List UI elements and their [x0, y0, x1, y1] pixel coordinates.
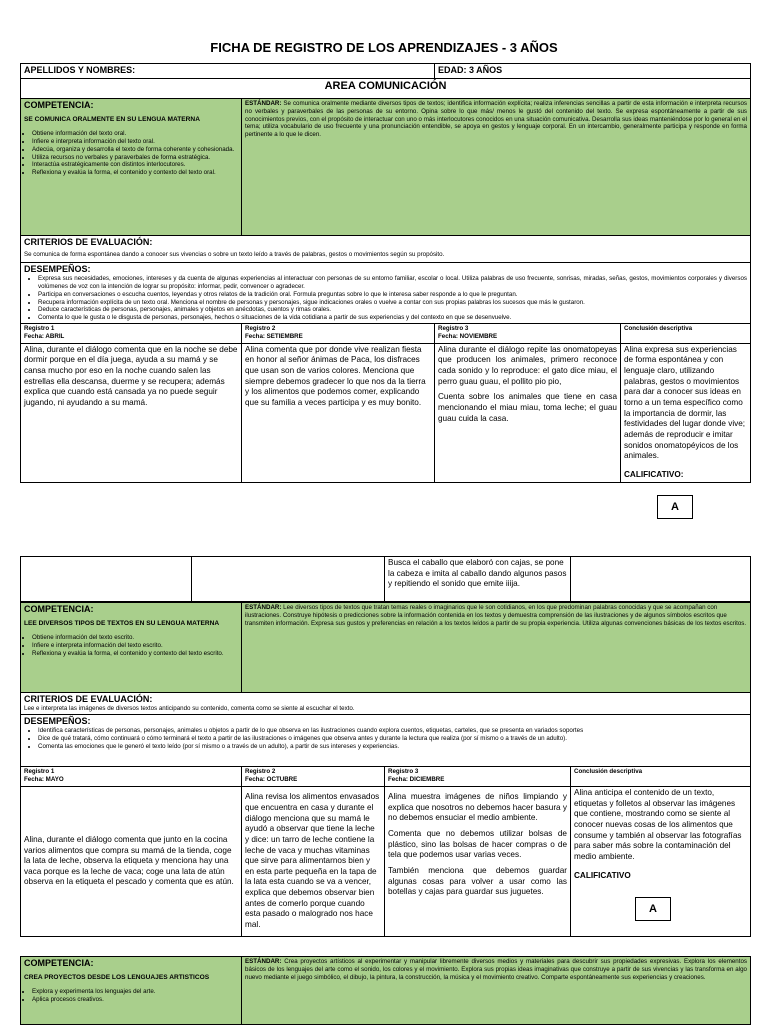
standard-cell [242, 603, 751, 693]
standard-text: Se comunica oralmente mediante diversos tipos de textos; identifica información explícita; realiza inferencias sencillas a partir de esta información e interpreta recursos no verbales y paraverbales de las personas de su entorno. Opina sobre lo que más/ menos le gustó del contenido del texto. Se expresa espontáneamente a partir de sus conocimientos previos, con el propósito de interactuar con uno o más interlocutores conocidos en una situación comunicativa. Desarrolla sus ideas manteniéndose por lo general en el tema; utiliza vocabulario de uso frecuente y una pronunciación entendible, se apoya en gestos y lenguaje corporal. En un intercambio, generalmente participa y responde en forma pertinente a lo que le dicen. [245, 100, 747, 138]
performance-item: • Comenta lo que le gusta o le disgusta de personas, personajes, hechos o situaciones de la vida cotidiana a partir de sus experiencias y del contexto en que se desenvuelve. [38, 314, 747, 322]
conclusion-header: Conclusión descriptiva [621, 323, 751, 343]
performance-item: • Expresa sus necesidades, emociones, intereses y da cuenta de algunas experiencias al interactuar con personas de su entorno familiar, escolar o local. Utiliza palabras de uso frecuente, sonrisas, miradas, señas, gestos, movimientos corporales y diversos volúmenes de voz con la intención de lograr su propósito: informar, pedir, convencer o agradecer. [38, 275, 747, 291]
record-header: Registro 2 Fecha: SETIEMBRE [242, 323, 435, 343]
performance-item: • Deduce características de personas, personajes, animales y objetos en anécdotas, cuentos y rimas orales. [38, 306, 747, 314]
capacity-item: • Infiere e interpreta información del texto oral. [32, 138, 238, 146]
grade-label: CALIFICATIVO [574, 870, 631, 880]
record-3-continuation: Busca el caballo que elaboró con cajas, se pone la cabeza e imita al caballo dando algunos pasos y repitiendo el sonido que emite iiija. [385, 557, 571, 602]
standard-label: ESTÁNDAR: [245, 100, 282, 107]
record-table-continuation [20, 556, 751, 602]
record-1-text: Alina, durante el diálogo comenta que junto en la cocina varios alimentos que compra su mamá de la tienda, coge la lata de leche, observa la etiqueta y menciona hay una vaca porque es la leche de vaca; coge una lata de atún observa en la etiqueta el pescado y comenta que es atún. [21, 787, 242, 937]
record-table-arts [20, 956, 751, 1025]
conclusion-text: Alina expresa sus experiencias de forma espontánea y con lenguaje claro, utilizando palabras, gestos o movimientos para dar a conocer sus ideas en torno a un tema específico como la importancia de dormir, las festividades del lugar donde vive; además de reproducir e imitar sonidos onomatopéyicos de los animales. CALIFICATIVO: [621, 343, 751, 482]
criteria-label: CRITERIOS DE EVALUACIÓN: [24, 237, 153, 247]
record-table-reading [20, 602, 751, 937]
record-3-text: Alina durante el diálogo repite las onomatopeyas que producen los animales, primero reconoce cada sonido y lo reproduce: el gato dice miau, el perro guau guau, el pollito pio pio, Cuenta sobre los animales que tiene en casa mencionando el miau miau, toma leche; el guau guau cuida la casa. [435, 343, 621, 482]
capacity-item: • Adecúa, organiza y desarrolla el texto de forma coherente y cohesionada. [32, 146, 238, 154]
page-title: FICHA DE REGISTRO DE LOS APRENDIZAJES - 3 AÑOS [210, 40, 558, 55]
grade-box: A [657, 495, 693, 519]
conclusion-header: Conclusión descriptiva [571, 767, 751, 787]
competence-label: COMPETENCIA: [24, 958, 94, 968]
record-3-text: Alina muestra imágenes de niños limpiando y explica que nosotros no debemos hacer basura y no debemos ensuciar el medio ambiente. Comenta que no debemos utilizar bolsas de plástico, sino las bolsas de hacer compras o de tela que podemos usar varias veces. También menciona que debemos guardar algunas cosas para volver a usar como las botellas y cajas para guardar sus juguetes. [385, 787, 571, 937]
criteria-cell [21, 693, 751, 715]
competence-cell [21, 957, 242, 1025]
record-1-text: Alina, durante el diálogo comenta que en la noche se debe dormir porque en el día juega, ayuda a su mamá y se cansa mucho por eso en la noche cuando salen las estrellas ella descansa, duerme y se recupera; además explica que cuando está cansada ya no puede seguir jugando, ni ayudando a su mamá. [21, 343, 242, 482]
standard-cell [242, 99, 751, 236]
standard-cell [242, 957, 751, 1025]
performance-item: • Comenta las emociones que le generó el texto leído (por sí mismo o a través de un adulto), a partir de sus intereses y experiencias. [38, 743, 747, 751]
capacity-list [24, 130, 238, 177]
performance-list [24, 727, 747, 750]
capacity-item: • Obtiene información del texto oral. [32, 130, 238, 138]
capacity-item: • Aplica procesos creativos. [32, 996, 238, 1004]
name-label: APELLIDOS Y NOMBRES: [21, 64, 435, 79]
standard-text: Crea proyectos artísticos al experimentar y manipular libremente diversos medios y materiales para descubrir sus propiedades expresivas. Explora los elementos básicos de los lenguajes del arte como el sonido, los colores y el movimiento. Explora sus propias ideas imaginativas que construye a partir de sus vivencias y las transforma en algo nuevo mediante el juego simbólico, el dibujo, la pintura, la construcción, la música y el movimiento creativo. Comparte espontáneamente sus experiencias y creaciones. [245, 958, 747, 981]
capacity-item: • Obtiene información del texto escrito. [32, 634, 238, 642]
record-header: Registro 3 Fecha: NOVIEMBRE [435, 323, 621, 343]
capacity-item: • Infiere e interpreta información del texto escrito. [32, 642, 238, 650]
grade-box: A [635, 897, 671, 921]
record-table-oral [20, 63, 751, 483]
capacity-list [24, 634, 238, 657]
performances-cell [21, 715, 751, 767]
criteria-text: Lee e interpreta las imágenes de diversos textos anticipando su contenido, comenta como se siente al escuchar el texto. [24, 705, 355, 713]
standard-label: ESTÁNDAR: [245, 604, 282, 611]
competence-name: SE COMUNICA ORALMENTE EN SU LENGUA MATERNA [24, 116, 200, 124]
record-header: Registro 2 Fecha: OCTUBRE [242, 767, 385, 787]
performances-cell [21, 263, 751, 324]
record-2-text: Alina revisa los alimentos envasados que encuentra en casa y durante el diálogo menciona que su mamá le ayudó a observar que tiene la leche y dice: un tarro de leche contiene la leche de vaca y muchas vitaminas que sirve para alimentarnos bien y en esta parte pequeña en la tapa de la lata esta cuando se va a vencer, explica que debemos observar bien antes de comerlo porque cuando esta pasado o malogrado nos hace mal. [242, 787, 385, 937]
competence-cell [21, 603, 242, 693]
performances-label: DESEMPEÑOS: [24, 716, 91, 726]
competence-label: COMPETENCIA: [24, 604, 94, 614]
capacity-item: • Interactúa estratégicamente con distintos interlocutores. [32, 161, 238, 169]
competence-label: COMPETENCIA: [24, 100, 94, 110]
capacity-item: • Utiliza recursos no verbales y paraverbales de forma estratégica. [32, 154, 238, 162]
record-header: Registro 1 Fecha: MAYO [21, 767, 242, 787]
criteria-cell [21, 236, 751, 263]
area-title: AREA COMUNICACIÓN [21, 79, 751, 99]
criteria-label: CRITERIOS DE EVALUACIÓN: [24, 694, 153, 704]
record-2-text: Alina comenta que por donde vive realizan fiesta en honor al señor ánimas de Paca, los disfraces que usan son de varios colores. Menciona que siempre debemos gradecer lo que nos da la tierra y los alimentos que podemos comer, explicando que su familia a veces participa y es muy bonito. [242, 343, 435, 482]
capacity-list [24, 988, 238, 1004]
criteria-text: Se comunica de forma espontánea dando a conocer sus vivencias o sobre un texto leído a través de palabras, gestos o movimientos según su propósito. [24, 251, 445, 259]
performance-item: • Recupera información explícita de un texto oral. Menciona el nombre de personas y personajes, sigue indicaciones orales o vuelve a contar con sus propias palabras los sucesos que más le gustaron. [38, 299, 747, 307]
performance-item: • Dice de qué tratará, cómo continuará o cómo terminará el texto a partir de las ilustraciones o imágenes que observa antes y durante la lectura que realiza (por sí mismo o a través de un adulto). [38, 735, 747, 743]
performance-list [24, 275, 747, 322]
performances-label: DESEMPEÑOS: [24, 264, 91, 274]
capacity-item: • Reflexiona y evalúa la forma, el contenido y contexto del texto escrito. [32, 650, 238, 658]
performance-item: • Identifica características de personas, personajes, animales u objetos a partir de lo que observa en las ilustraciones cuando explora cuentos, etiquetas, carteles, que se presenta en variados soportes [38, 727, 747, 735]
standard-text: Lee diversos tipos de textos que tratan temas reales o imaginarios que le son cotidianos, en los que predominan palabras conocidas y que se acompañan con ilustraciones. Construye hipótesis o predicciones sobre la información contenida en los textos y demuestra comprensión de las ilustraciones y de algunos símbolos escritos que transmiten información. Expresa sus gustos y preferencias en relación a los textos leídos a partir de su propia experiencia. Utiliza algunas convenciones básicas de los textos escritos. [245, 604, 747, 627]
conclusion-text: Alina anticipa el contenido de un texto, etiquetas y folletos al observar las imágenes que contiene, mostrando como se siente al conocer nuevas cosas de los alimentos que consume y también al observar las fotografías para saber más sobre la contaminación del medio ambiente. CALIFICATIVO [571, 787, 751, 937]
capacity-item: • Reflexiona y evalúa la forma, el contenido y contexto del texto oral. [32, 169, 238, 177]
competence-cell [21, 99, 242, 236]
record-header: Registro 3 Fecha: DICIEMBRE [385, 767, 571, 787]
standard-label: ESTÁNDAR: [245, 958, 282, 965]
age-label: EDAD: 3 AÑOS [435, 64, 751, 79]
performance-item: • Participa en conversaciones o escucha cuentos, leyendas y otros relatos de la tradición oral. Formula preguntas sobre lo que le interesa saber responde a lo que le preguntan. [38, 291, 747, 299]
competence-name: CREA PROYECTOS DESDE LOS LENGUAJES ARTISTICOS [24, 974, 210, 982]
competence-name: LEE DIVERSOS TIPOS DE TEXTOS EN SU LENGUA MATERNA [24, 620, 220, 628]
grade-label: CALIFICATIVO: [624, 469, 684, 479]
capacity-item: • Explora y experimenta los lenguajes del arte. [32, 988, 238, 996]
record-header: Registro 1 Fecha: ABRIL [21, 323, 242, 343]
